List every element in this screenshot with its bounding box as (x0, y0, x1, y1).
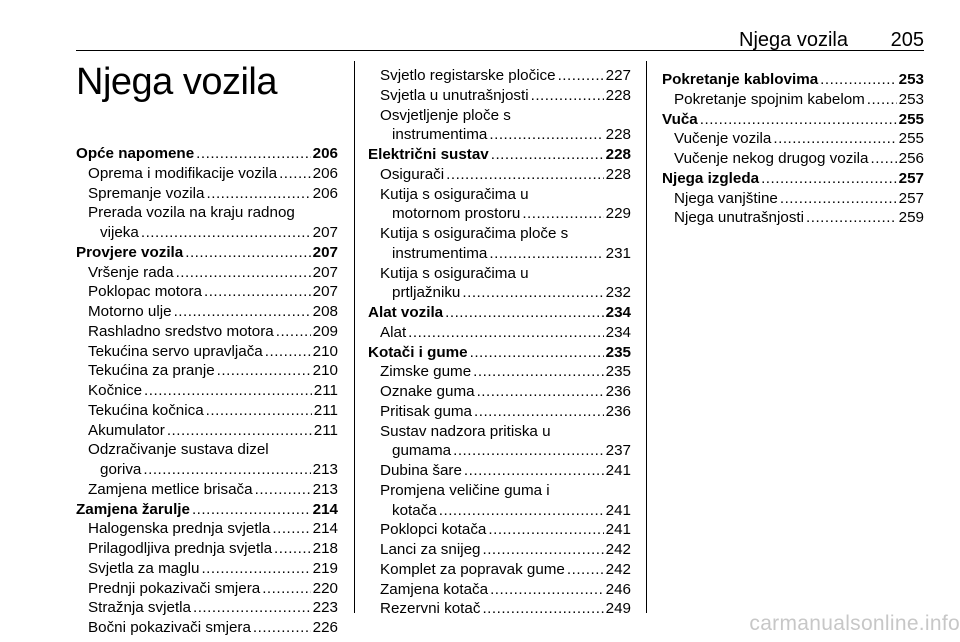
toc-entry[interactable]: Promjena veličine guma i kotača ..... 241 (368, 481, 631, 521)
toc-entry[interactable]: Kutija s osiguračima u prtljažniku ..... 232 (368, 264, 631, 304)
toc-entry[interactable]: Oprema i modifikacije vozila ..... 206 (76, 164, 338, 184)
toc-entry[interactable]: Pritisak guma ..... 236 (368, 402, 631, 422)
toc-entry[interactable]: Rashladno sredstvo motora ..... 209 (76, 322, 338, 342)
toc-entry[interactable]: Svjetla za maglu ..... 219 (76, 559, 338, 579)
column-divider-1 (354, 61, 355, 613)
toc-entry[interactable]: Vučenje vozila ..... 255 (662, 129, 924, 149)
toc-entry[interactable]: Tekućina kočnica ..... 211 (76, 401, 338, 421)
toc-entry[interactable]: Bočni pokazivači smjera ..... 226 (76, 618, 338, 638)
running-header-title: Njega vozila (739, 29, 848, 51)
toc-entry[interactable]: Halogenska prednja svjetla ..... 214 (76, 519, 338, 539)
page-number: 205 (890, 29, 924, 51)
toc-entry[interactable]: Kutija s osiguračima ploče s instrumentima ..... 231 (368, 224, 631, 264)
toc-section[interactable]: Električni sustav ..... 228 (368, 145, 631, 165)
toc-section[interactable]: Kotači i gume ..... 235 (368, 343, 631, 363)
toc-entry[interactable]: Odzračivanje sustava dizel goriva ..... 213 (76, 440, 338, 480)
toc-entry[interactable]: Vučenje nekog drugog vozila ..... 256 (662, 149, 924, 169)
toc-entry[interactable]: Pokretanje spojnim kabelom ..... 253 (662, 90, 924, 110)
column-divider-2 (646, 61, 647, 613)
page-header (76, 0, 924, 50)
toc-entry[interactable]: Zamjena metlice brisača ..... 213 (76, 480, 338, 500)
watermark: carmanualsonline.info (749, 612, 960, 635)
toc-entry[interactable]: Njega unutrašnjosti ..... 259 (662, 208, 924, 228)
toc-entry[interactable]: Tekućina za pranje ..... 210 (76, 361, 338, 381)
toc-entry[interactable]: Tekućina servo upravljača ..... 210 (76, 342, 338, 362)
toc-entry[interactable]: Osigurači ..... 228 (368, 165, 631, 185)
toc-entry[interactable]: Kočnice ..... 211 (76, 381, 338, 401)
toc-column-2 (368, 66, 631, 619)
toc-section[interactable]: Pokretanje kablovima ..... 253 (662, 70, 924, 90)
toc-section[interactable]: Vuča ..... 255 (662, 110, 924, 130)
toc-entry[interactable]: Rezervni kotač ..... 249 (368, 599, 631, 619)
page-title: Njega vozila (76, 61, 277, 103)
toc-entry[interactable]: Stražnja svjetla ..... 223 (76, 598, 338, 618)
toc-column-1 (76, 144, 338, 638)
toc-entry[interactable]: Zamjena kotača ..... 246 (368, 580, 631, 600)
toc-entry[interactable]: Zimske gume ..... 235 (368, 362, 631, 382)
header-rule (76, 50, 924, 51)
toc-entry[interactable]: Poklopac motora ..... 207 (76, 282, 338, 302)
toc-entry[interactable]: Svjetla u unutrašnjosti ..... 228 (368, 86, 631, 106)
toc-entry[interactable]: Motorno ulje ..... 208 (76, 302, 338, 322)
toc-entry[interactable]: Njega vanjštine ..... 257 (662, 189, 924, 209)
toc-section[interactable]: Njega izgleda ..... 257 (662, 169, 924, 189)
toc-section[interactable]: Alat vozila ..... 234 (368, 303, 631, 323)
toc-section[interactable]: Opće napomene ..... 206 (76, 144, 338, 164)
toc-entry[interactable]: Dubina šare ..... 241 (368, 461, 631, 481)
toc-entry[interactable]: Sustav nadzora pritiska u gumama ..... 237 (368, 422, 631, 462)
toc-entry[interactable]: Svjetlo registarske pločice ..... 227 (368, 66, 631, 86)
toc-column-3 (662, 70, 924, 228)
toc-entry[interactable]: Oznake guma ..... 236 (368, 382, 631, 402)
toc-section[interactable]: Zamjena žarulje ..... 214 (76, 500, 338, 520)
toc-entry[interactable]: Kutija s osiguračima u motornom prostoru ..... 229 (368, 185, 631, 225)
toc-entry[interactable]: Lanci za snijeg ..... 242 (368, 540, 631, 560)
toc-entry[interactable]: Alat ..... 234 (368, 323, 631, 343)
toc-entry[interactable]: Prednji pokazivači smjera ..... 220 (76, 579, 338, 599)
toc-entry[interactable]: Vršenje rada ..... 207 (76, 263, 338, 283)
toc-entry[interactable]: Komplet za popravak gume ..... 242 (368, 560, 631, 580)
toc-section[interactable]: Provjere vozila ..... 207 (76, 243, 338, 263)
toc-entry[interactable]: Poklopci kotača ..... 241 (368, 520, 631, 540)
toc-entry[interactable]: Akumulator ..... 211 (76, 421, 338, 441)
toc-entry[interactable]: Spremanje vozila ..... 206 (76, 184, 338, 204)
toc-entry[interactable]: Prerada vozila na kraju radnog vijeka ..... 207 (76, 203, 338, 243)
toc-entry[interactable]: Prilagodljiva prednja svjetla ..... 218 (76, 539, 338, 559)
toc-entry[interactable]: Osvjetljenje ploče s instrumentima ..... 228 (368, 106, 631, 146)
